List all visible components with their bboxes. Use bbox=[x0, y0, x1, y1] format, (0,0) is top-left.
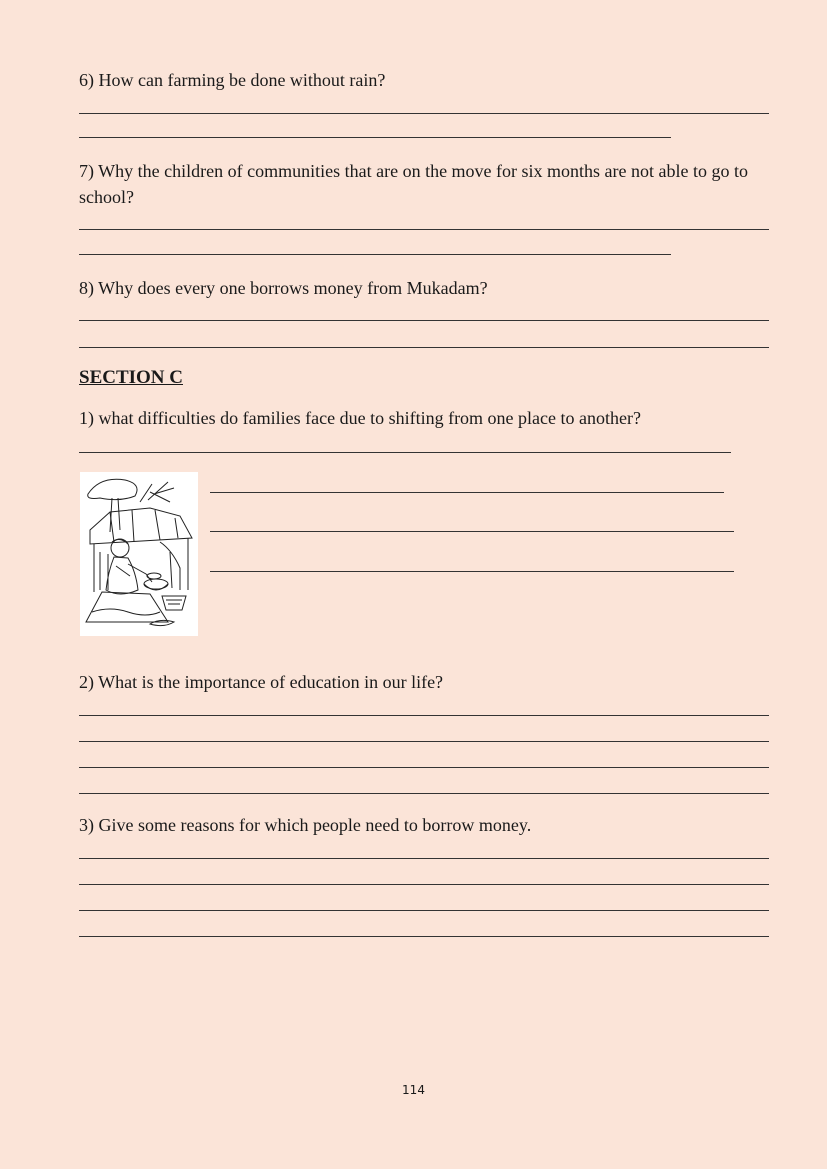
answer-line[interactable] bbox=[79, 715, 769, 716]
answer-line[interactable] bbox=[210, 492, 724, 493]
answer-line[interactable] bbox=[79, 741, 769, 742]
answer-line[interactable] bbox=[79, 347, 769, 348]
answer-line[interactable] bbox=[79, 137, 671, 138]
answer-line[interactable] bbox=[79, 229, 769, 230]
answer-line[interactable] bbox=[79, 858, 769, 859]
answer-line[interactable] bbox=[210, 531, 734, 532]
answer-line[interactable] bbox=[79, 884, 769, 885]
section-c-heading: SECTION C bbox=[79, 367, 183, 388]
answer-line[interactable] bbox=[79, 320, 769, 321]
answer-line[interactable] bbox=[79, 910, 769, 911]
answer-line[interactable] bbox=[79, 936, 769, 937]
question-c2: 2) What is the importance of education in our life? bbox=[79, 672, 444, 692]
answer-line[interactable] bbox=[79, 793, 769, 794]
answer-line[interactable] bbox=[79, 452, 731, 453]
answer-line[interactable] bbox=[79, 254, 671, 255]
hut-illustration bbox=[80, 472, 198, 636]
question-8: 8) Why does every one borrows money from Mukadam? bbox=[79, 278, 488, 298]
question-c3: 3) Give some reasons for which people need to borrow money. bbox=[79, 815, 532, 835]
question-c1: 1) what difficulties do families face due to shifting from one place to another? bbox=[79, 408, 641, 428]
woman-grinding-sketch-icon bbox=[80, 472, 198, 636]
answer-line[interactable] bbox=[79, 113, 769, 114]
answer-line[interactable] bbox=[210, 571, 734, 572]
question-7: 7) Why the children of communities that are on the move for six months are not able to go to school? bbox=[79, 161, 749, 207]
page-number: 114 bbox=[402, 1083, 425, 1097]
question-6: 6) How can farming be done without rain? bbox=[79, 70, 386, 90]
answer-line[interactable] bbox=[79, 767, 769, 768]
